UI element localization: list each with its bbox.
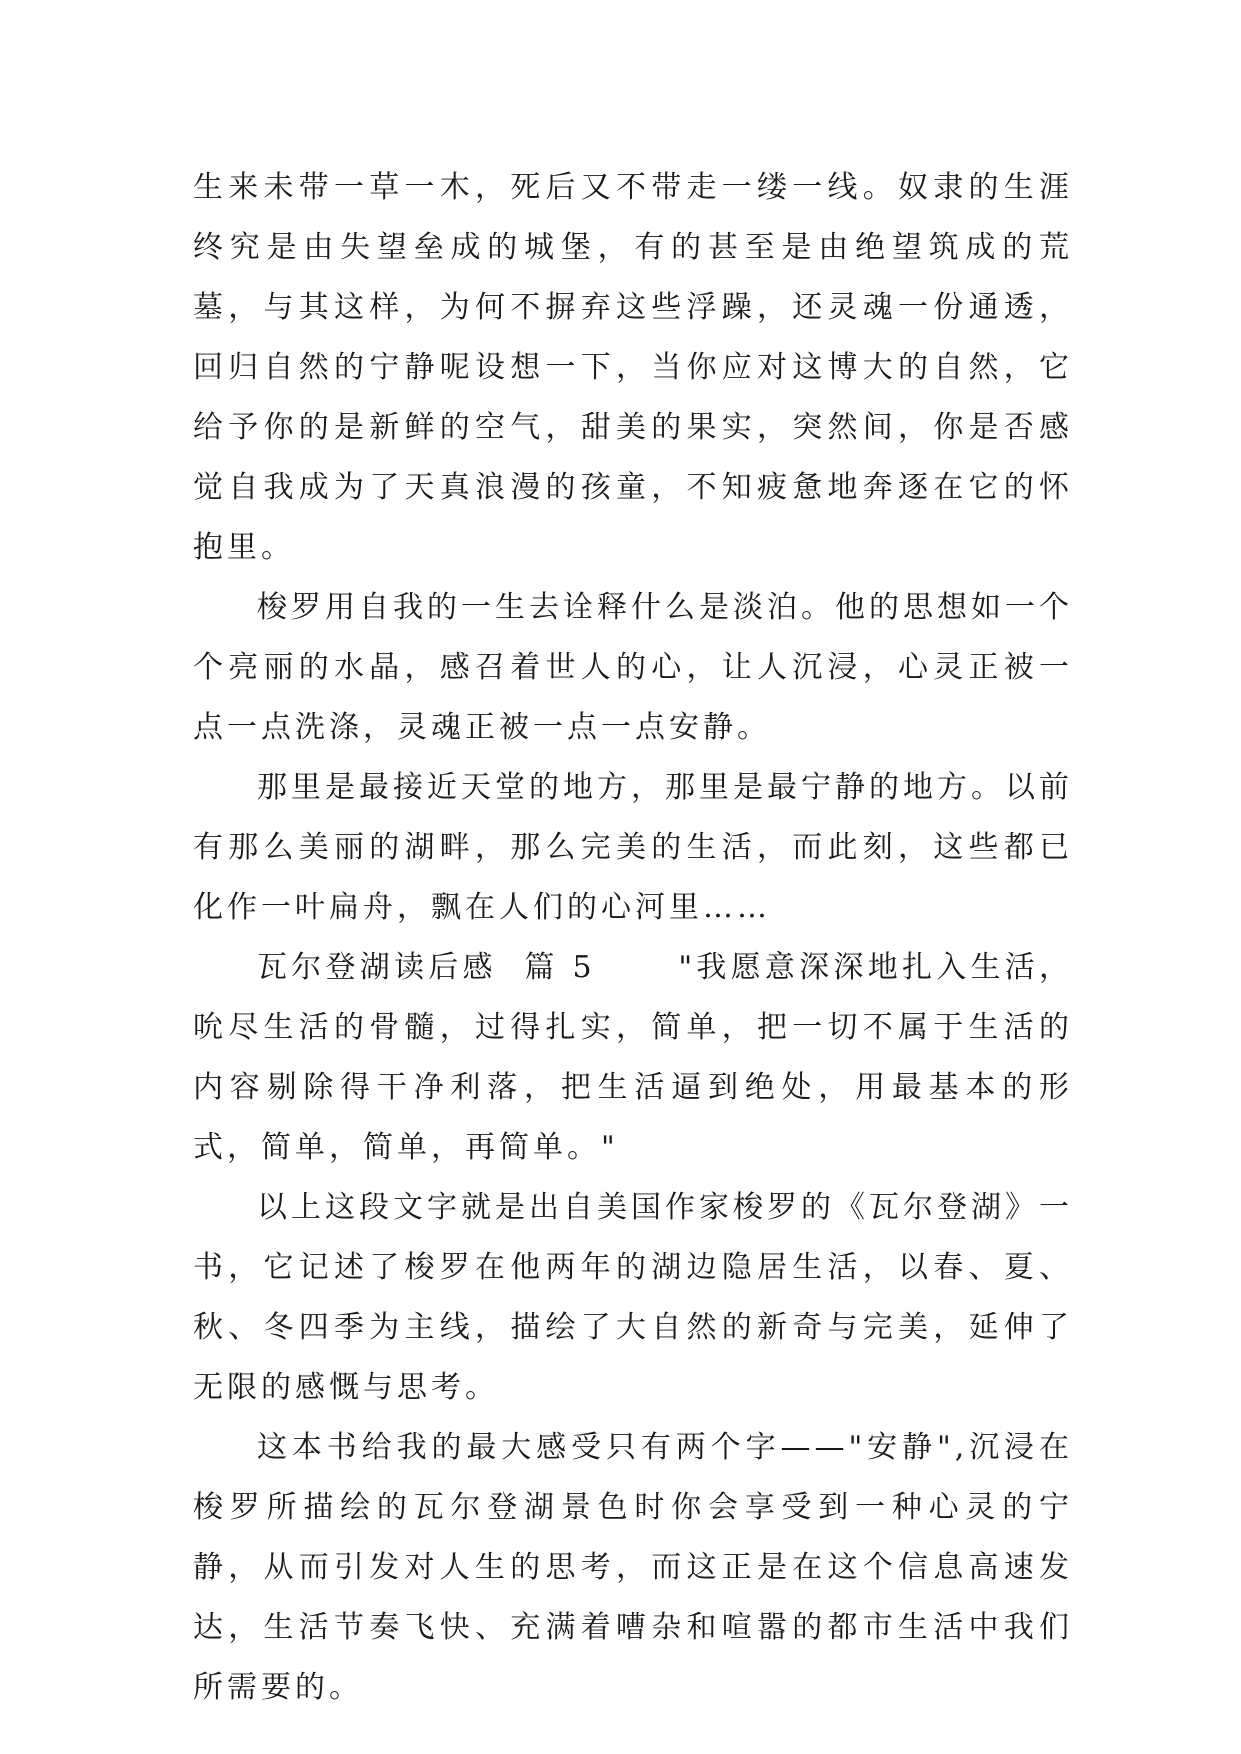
paragraph-4: 瓦尔登湖读后感 篇 5 "我愿意深深地扎入生活，吮尽生活的骨髓，过得扎实，简单，把一切不属于生活的内容剔除得干净利落，把生活逼到绝处，用最基本的形式，简单，简单，再简单。" — [193, 950, 1073, 1165]
body-text — [193, 158, 1073, 1718]
paragraph-6: 这本书给我的最大感受只有两个字——"安静",沉浸在梭罗所描绘的瓦尔登湖景色时你会享受到一种心灵的宁静，从而引发对人生的思考，而这正是在这个信息高速发达，生活节奏飞快、充满着嘈杂和喧嚣的都市生活中我们所需要的。 — [193, 1430, 1073, 1705]
paragraph-2: 梭罗用自我的一生去诠释什么是淡泊。他的思想如一个个亮丽的水晶，感召着世人的心，让人沉浸，心灵正被一点一点洗涤，灵魂正被一点一点安静。 — [193, 590, 1073, 745]
paragraph-3: 那里是最接近天堂的地方，那里是最宁静的地方。以前有那么美丽的湖畔，那么完美的生活，而此刻，这些都已化作一叶扁舟，飘在人们的心河里…… — [193, 770, 1073, 925]
paragraph-5: 以上这段文字就是出自美国作家梭罗的《瓦尔登湖》一书，它记述了梭罗在他两年的湖边隐居生活，以春、夏、秋、冬四季为主线，描绘了大自然的新奇与完美，延伸了无限的感慨与思考。 — [193, 1190, 1073, 1405]
paragraph-1: 生来未带一草一木，死后又不带走一缕一线。奴隶的生涯终究是由失望垒成的城堡，有的甚至是由绝望筑成的荒墓，与其这样，为何不摒弃这些浮躁，还灵魂一份通透，回归自然的宁静呢设想一下，当你应对这博大的自然，它给予你的是新鲜的空气，甜美的果实，突然间，你是否感觉自我成为了天真浪漫的孩童，不知疲惫地奔逐在它的怀抱里。 — [193, 170, 1073, 565]
